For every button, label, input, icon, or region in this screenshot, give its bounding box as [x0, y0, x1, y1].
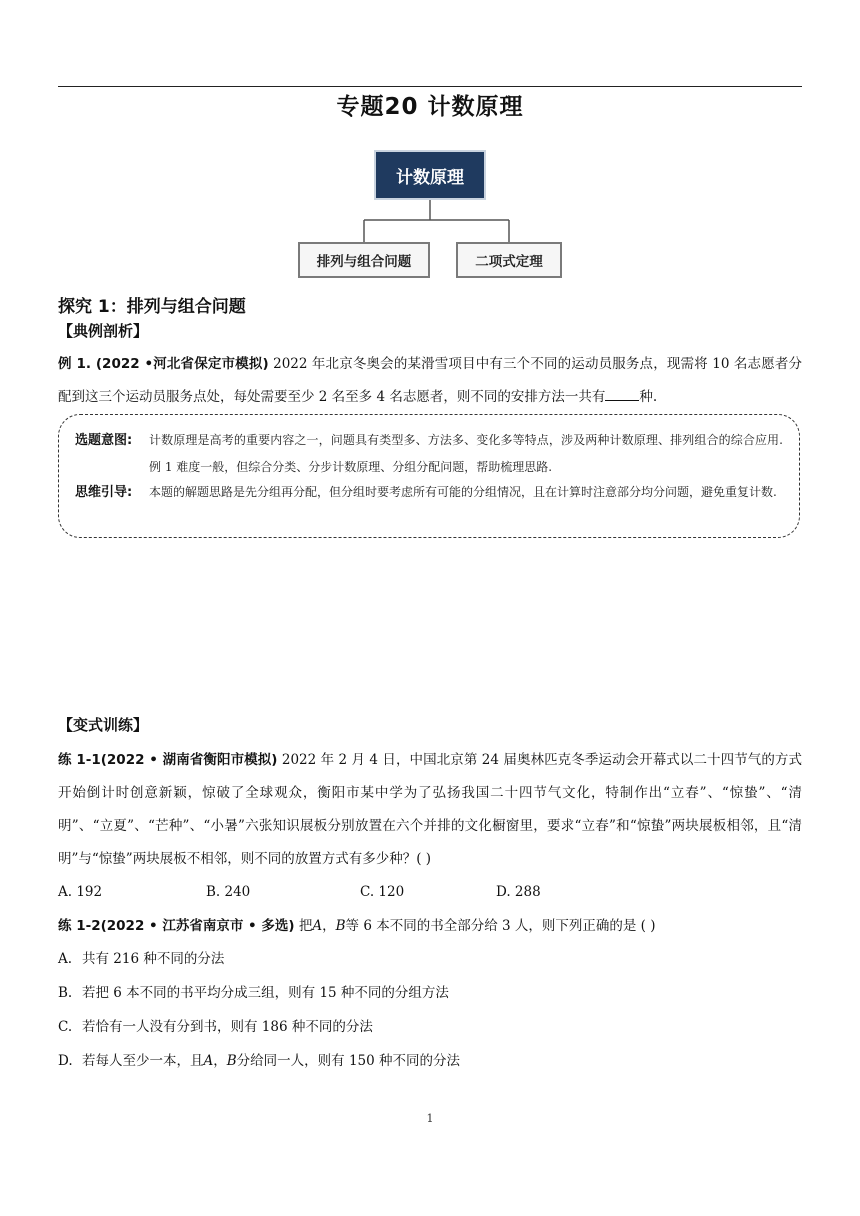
practice-1-label: 练 1-1(2022 • 湖南省衡阳市模拟) — [58, 752, 278, 768]
example-1-label: 例 1. (2022 •河北省保定市模拟) — [58, 356, 269, 372]
intent-row — [75, 427, 783, 481]
choice-c-text: 若恰有一人没有分到书，则有 186 种不同的分法 — [82, 1019, 373, 1035]
guide-label: 思维引导: — [75, 485, 133, 500]
choice-b-label: B. — [58, 985, 73, 1001]
var-b: B — [335, 918, 346, 934]
option-d: D. 288 — [496, 884, 541, 900]
choice-c-label: C. — [58, 1019, 73, 1035]
choice-d-text-a: 若每人至少一本，且 — [82, 1053, 204, 1069]
diagram-root-node: 计数原理 — [374, 150, 486, 200]
concept-diagram — [290, 148, 580, 280]
diagram-node-binomial: 二项式定理 — [456, 242, 562, 278]
option-b: B. 240 — [206, 884, 251, 900]
option-c: C. 120 — [360, 884, 405, 900]
guide-text: 本题的解题思路是先分组再分配，但分组时要考虑所有可能的分组情况，且在计算时注意部分均分问题，避免重复计数. — [149, 485, 777, 499]
practice-1-text: 2022 年 2 月 4 日，中国北京第 24 届奥林匹克冬季运动会开幕式以二十四节气的方式开始倒计时创意新颖，惊破了全球观众，衡阳市某中学为了弘扬我国二十四节气文化，特制作出“立春”、“惊蛰”、“清明”、“立夏”、“芒种”、“小暑”六张知识展板分别放置在六个并排的文化橱窗里，要求“立春”和“惊蛰”两块展板相邻，且“清明”与“惊蛰”两块展板不相邻，则不同的放置方式有多少种？( ) — [58, 752, 803, 867]
choice-b — [58, 978, 449, 1008]
choice-d-sep: ， — [213, 1053, 227, 1069]
section-heading: 探究 1：排列与组合问题 — [58, 297, 246, 317]
choice-a-label: A. — [58, 951, 73, 967]
intent-label: 选题意图: — [75, 433, 133, 448]
choice-d-var-b: B — [226, 1053, 237, 1069]
practice-1 — [58, 744, 802, 876]
practice-1-options — [58, 877, 658, 907]
choice-c — [58, 1012, 373, 1042]
guide-row — [75, 479, 783, 533]
choice-a — [58, 944, 224, 974]
practice-2-label: 练 1-2(2022 • 江苏省南京市 • 多选) — [58, 918, 295, 934]
page-number: 1 — [426, 1112, 434, 1125]
practice-2 — [58, 910, 802, 943]
var-sep: ， — [322, 918, 336, 934]
option-a: A. 192 — [58, 884, 103, 900]
intent-text: 计数原理是高考的重要内容之一，问题具有类型多、方法多、变化多等特点，涉及两种计数原理、排列组合的综合应用. 例 1 难度一般，但综合分类、分步计数原理、分组分配问题，帮助梳理思路. — [149, 433, 783, 474]
answer-blank — [605, 386, 639, 401]
choice-d-label: D. — [58, 1053, 73, 1069]
practice-2-text-a: 把 — [294, 918, 313, 934]
choice-d-text-b: 分给同一人，则有 150 种不同的分法 — [236, 1053, 461, 1069]
choice-d-var-a: A — [203, 1053, 214, 1069]
diagram-node-permutation: 排列与组合问题 — [298, 242, 430, 278]
example-1-text: 2022 年北京冬奥会的某滑雪项目中有三个不同的运动员服务点，现需将 10 名志愿者分配到这三个运动员服务点处，每处需要至少 2 名至多 4 名志愿者，则不同的安排方法一共有 — [58, 356, 802, 405]
choice-b-text: 若把 6 本不同的书平均分成三组，则有 15 种不同的分组方法 — [82, 985, 449, 1001]
example-1-tail: 种. — [639, 389, 658, 405]
page-title: 专题20 计数原理 — [336, 94, 524, 120]
practice-2-text-b: 等 6 本不同的书全部分给 3 人，则下列正确的是 ( ) — [345, 918, 656, 934]
hint-box — [58, 414, 800, 538]
example-heading: 【典例剖析】 — [58, 322, 149, 340]
choice-a-text: 共有 216 种不同的分法 — [82, 951, 225, 967]
var-a: A — [312, 918, 323, 934]
practice-heading: 【变式训练】 — [58, 716, 149, 734]
choice-d — [58, 1046, 460, 1076]
header-rule — [58, 86, 802, 87]
example-1 — [58, 348, 802, 414]
